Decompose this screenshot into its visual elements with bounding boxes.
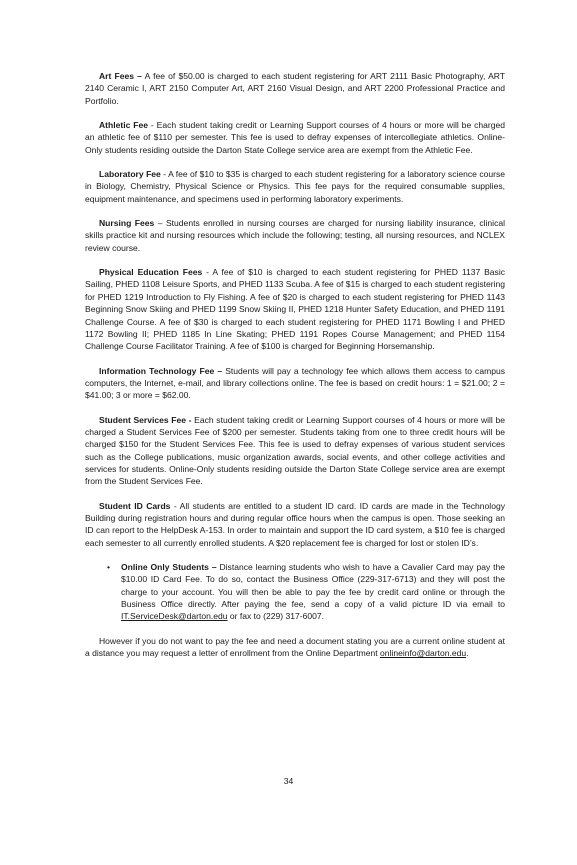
- laboratory-fee-text: - A fee of $10 to $35 is charged to each student registering for a laboratory science course in Biology, Chemistry, Physical Science or Physics. This fee pays for the required consumable supplies, equipment maintenance, and specimens used in performing laboratory experiments.: [85, 169, 505, 204]
- closing-text: However if you do not want to pay the fee and need a document stating you are a current online student at a distance you may request a letter of enrollment from the Online Department: [85, 635, 505, 659]
- nursing-fees-text: – Students enrolled in nursing courses are charged for nursing liability insurance, clinical skills practice kit and nursing resources which include the following; testing, all nursing resources, and NCLEX review course.: [85, 218, 506, 253]
- student-id-cards-paragraph: [85, 500, 505, 549]
- physical-education-fees-paragraph: [85, 266, 505, 352]
- closing-tail: .: [466, 648, 469, 659]
- student-services-fee-title: Student Services Fee -: [99, 414, 192, 425]
- athletic-fee-title: Athletic Fee: [99, 120, 148, 131]
- online-only-students-bullet: [85, 561, 505, 623]
- art-fees-paragraph: [85, 70, 505, 107]
- physical-education-fees-title: Physical Education Fees: [99, 267, 203, 278]
- art-fees-title: Art Fees –: [99, 71, 142, 81]
- information-technology-fee-title: Information Technology Fee –: [99, 365, 223, 376]
- online-only-students-text: [121, 561, 505, 623]
- bullet-marker: •: [107, 562, 110, 572]
- information-technology-fee-text: Students will pay a technology fee which allows them access to campus computers, the Internet, e-mail, and library collections online. The fee is based on credit hours: 1 = $21.00; 2 = $41.00; 3 or more = $62.00.: [85, 365, 505, 401]
- student-id-cards-text: - All students are entitled to a student ID card. ID cards are made in the Technology Building during registration hours and during regular office hours when the campus is open. Those seeking an ID can report to the HelpDesk A-153. In order to maintain and support the ID card system, a $10 fee is charged each semester to all currently enrolled students. A $20 replacement fee is charged for lost or stolen ID’s.: [85, 500, 505, 548]
- closing-paragraph: [85, 635, 505, 660]
- online-only-students-body: Distance learning students who wish to have a Cavalier Card may pay the $10.00 ID Card Fee. To do so, contact the Business Office (229-317-6713) and they will post the charge to your account. You will then be able to pay the fee by credit card online or through the Business Office directly. After paying the fee, send a copy of a valid picture ID via email to: [121, 562, 505, 610]
- page-number: 34: [283, 776, 294, 786]
- athletic-fee-text: - Each student taking credit or Learning Support courses of 4 hours or more will be charged an athletic fee of $110 per semester. This fee is used to defray expenses of intercollegiate athletics. Online-Only students residing outside the Darton State College service area are exempt from the Athletic Fee.: [85, 120, 505, 155]
- laboratory-fee-title: Laboratory Fee: [99, 169, 161, 180]
- online-only-students-tail: or fax to (229) 317-6007.: [227, 611, 324, 622]
- online-info-email-link[interactable]: onlineinfo@darton.edu: [380, 648, 467, 659]
- information-technology-fee-paragraph: [85, 365, 505, 402]
- student-services-fee-text: Each student taking credit or Learning Support courses of 4 hours or more will be charged a Student Services Fee of $200 per semester. Students taking from one to three credit hours will be charged $150 for the Student Services Fee. This fee is used to defray expenses of various student services such as the College publications, music organization awards, social events, and other college activities and services for students. Online-Only students residing outside the Darton State College service area are exempt from the Student Services Fee.: [85, 414, 505, 487]
- athletic-fee-paragraph: [85, 119, 505, 156]
- student-services-fee-paragraph: [85, 414, 505, 488]
- physical-education-fees-text: - A fee of $10 is charged to each student registering for PHED 1137 Basic Sailing, PHED 1108 Leisure Sports, and PHED 1133 Scuba. A fee of $15 is charged to each student registering for PHED 1219 Introduction to Fly Fishing. A fee of $20 is charged to each student registering for PHED 1143 Beginning Snow Skiing and PHED 1199 Snow Skiing II, PHED 1218 Hunter Safety Education, and PHED 1191 Challenge Course. A fee of $30 is charged to each student registering for PHED 1171 Bowling I and PHED 1172 Bowling II; PHED 1185 In Line Skating; PHED 1191 Ropes Course Management; and PHED 1154 Challenge Course Facilitator Training. A fee of $100 is charged for Beginning Horsemanship.: [85, 267, 505, 352]
- laboratory-fee-paragraph: [85, 168, 505, 205]
- online-only-students-title: Online Only Students –: [121, 562, 217, 572]
- nursing-fees-paragraph: [85, 217, 505, 254]
- it-servicedesk-email-link[interactable]: IT.ServiceDesk@darton.edu: [121, 611, 228, 622]
- nursing-fees-title: Nursing Fees: [99, 218, 155, 229]
- student-id-cards-title: Student ID Cards: [99, 500, 171, 511]
- art-fees-text: A fee of $50.00 is charged to each student registering for ART 2111 Basic Photography, ART 2140 Ceramic I, ART 2150 Computer Art, ART 2160 Visual Design, and ART 2200 Professional Practice and Portfolio.: [85, 71, 506, 106]
